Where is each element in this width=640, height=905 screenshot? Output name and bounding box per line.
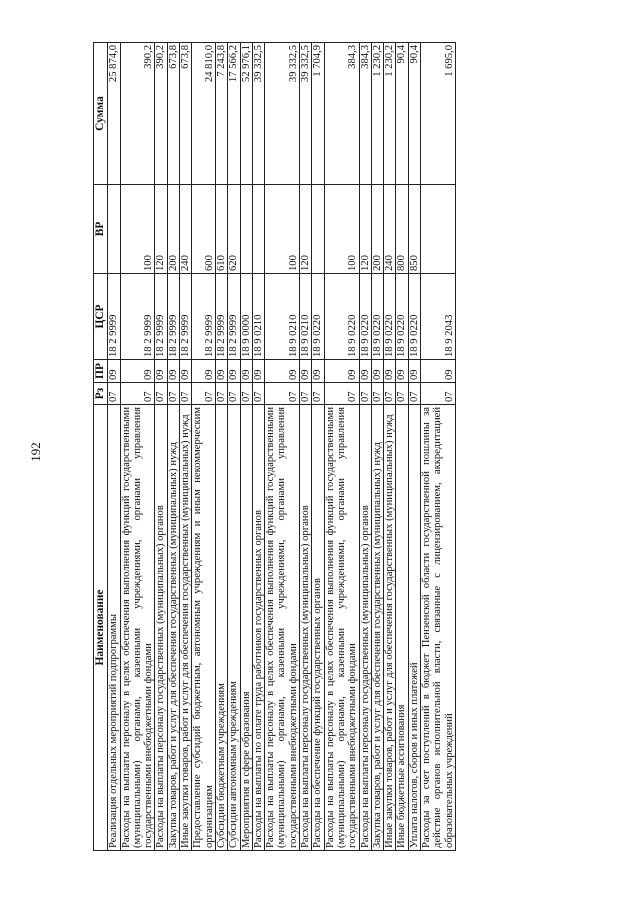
row-sum: 90,4	[396, 43, 408, 185]
row-rz: 07	[396, 383, 408, 405]
row-rz: 07	[155, 383, 167, 405]
table-row	[312, 43, 324, 851]
row-vr: 100	[324, 185, 359, 274]
row-vr: 100	[265, 185, 300, 274]
row-sum: 39 332,5	[252, 43, 264, 185]
row-name: Расходы за счет поступлений в бюджет Пензенской области государственной пошлины за действие органов исполнительной власти, связанные с лицензированием, аккредитацией образовательных учреждений	[421, 405, 456, 851]
row-vr: 200	[167, 185, 179, 274]
page-number: 192	[28, 442, 43, 462]
row-name: Расходы на выплаты персоналу в целях обеспечения выполнения функций государственными (муниципальными) органами, казенными учреждениями, органами управления государственными внебюджетными фондами	[324, 405, 359, 851]
row-pr: 09	[155, 360, 167, 383]
row-csr: 18 9 0220	[408, 274, 420, 360]
table-row	[215, 43, 227, 851]
table-row	[167, 43, 179, 851]
table-row	[228, 43, 240, 851]
row-pr: 09	[408, 360, 420, 383]
row-sum: 90,4	[408, 43, 420, 185]
row-rz: 07	[108, 383, 120, 405]
table-row	[180, 43, 192, 851]
row-name: Реализация отдельных мероприятий подпрограммы	[108, 405, 120, 851]
row-rz: 07	[120, 383, 155, 405]
table-row	[359, 43, 371, 851]
row-name: Мероприятия в сфере образования	[240, 405, 252, 851]
row-rz: 07	[252, 383, 264, 405]
header-csr: ЦСР	[94, 274, 108, 360]
table-row	[324, 43, 359, 851]
row-pr: 09	[192, 360, 216, 383]
row-sum: 52 976,1	[240, 43, 252, 185]
row-csr: 18 9 0220	[396, 274, 408, 360]
row-sum: 1 230,2	[371, 43, 383, 185]
row-sum: 17 566,2	[228, 43, 240, 185]
row-rz: 07	[371, 383, 383, 405]
row-pr: 09	[324, 360, 359, 383]
row-sum: 673,8	[180, 43, 192, 185]
row-vr: 120	[155, 185, 167, 274]
row-name: Иные закупки товаров, работ и услуг для обеспечения государственных (муниципальных) нужд	[384, 405, 396, 851]
row-sum: 390,2	[120, 43, 155, 185]
row-rz: 07	[167, 383, 179, 405]
row-pr: 09	[167, 360, 179, 383]
row-pr: 09	[180, 360, 192, 383]
table-row	[421, 43, 456, 851]
header-name: Наименование	[94, 405, 108, 851]
row-pr: 09	[108, 360, 120, 383]
row-csr: 18 9 0210	[265, 274, 300, 360]
row-csr: 18 9 0220	[371, 274, 383, 360]
row-sum: 673,8	[167, 43, 179, 185]
row-name: Расходы на выплаты персоналу государственных (муниципальных) органов	[359, 405, 371, 851]
row-vr	[312, 185, 324, 274]
row-vr: 120	[359, 185, 371, 274]
rotated-table-container	[93, 43, 456, 851]
table-row	[265, 43, 300, 851]
header-rz: Рз	[94, 383, 108, 405]
header-pr: ПР	[94, 360, 108, 383]
row-name: Уплата налогов, сборов и иных платежей	[408, 405, 420, 851]
row-name: Расходы на выплаты персоналу в целях обеспечения выполнения функций государственными (муниципальными) органами, казенными учреждениями, органами управления государственными внебюджетными фондами	[120, 405, 155, 851]
row-sum: 1 695,0	[421, 43, 456, 185]
row-csr: 18 9 0210	[252, 274, 264, 360]
row-name: Расходы на выплаты персоналу государственных (муниципальных) органов	[300, 405, 312, 851]
row-pr: 09	[384, 360, 396, 383]
row-rz: 07	[180, 383, 192, 405]
table-header-row	[94, 43, 108, 851]
row-name: Расходы на выплаты по оплате труда работников государственных органов	[252, 405, 264, 851]
row-csr: 18 2 9999	[228, 274, 240, 360]
table-body	[108, 43, 456, 851]
row-pr: 09	[252, 360, 264, 383]
row-rz: 07	[240, 383, 252, 405]
row-name: Предоставление субсидий бюджетным, автономным учреждениям и иным некоммерческим организациям	[192, 405, 216, 851]
row-rz: 07	[228, 383, 240, 405]
row-pr: 09	[359, 360, 371, 383]
row-csr: 18 9 0220	[384, 274, 396, 360]
row-csr: 18 2 9999	[167, 274, 179, 360]
row-rz: 07	[408, 383, 420, 405]
table-row	[384, 43, 396, 851]
table-row	[371, 43, 383, 851]
row-pr: 09	[371, 360, 383, 383]
table-row	[408, 43, 420, 851]
row-name: Закупка товаров, работ и услуг для обеспечения государственных (муниципальных) нужд	[371, 405, 383, 851]
header-vr: ВР	[94, 185, 108, 274]
row-csr: 18 2 9999	[180, 274, 192, 360]
table-row	[252, 43, 264, 851]
row-rz: 07	[300, 383, 312, 405]
row-vr: 610	[215, 185, 227, 274]
row-sum: 39 332,5	[265, 43, 300, 185]
row-sum: 1 230,2	[384, 43, 396, 185]
row-csr: 18 9 0220	[312, 274, 324, 360]
row-sum: 24 810,0	[192, 43, 216, 185]
table-row	[192, 43, 216, 851]
row-vr: 240	[384, 185, 396, 274]
table-row	[155, 43, 167, 851]
row-vr: 120	[300, 185, 312, 274]
row-pr: 09	[228, 360, 240, 383]
row-name: Расходы на обеспечение функций государственных органов	[312, 405, 324, 851]
row-csr: 18 9 0210	[300, 274, 312, 360]
row-pr: 09	[312, 360, 324, 383]
row-csr: 18 2 9999	[120, 274, 155, 360]
row-sum: 390,2	[155, 43, 167, 185]
row-rz: 07	[192, 383, 216, 405]
row-vr	[240, 185, 252, 274]
row-sum: 25 874,0	[108, 43, 120, 185]
row-pr: 09	[421, 360, 456, 383]
row-pr: 09	[120, 360, 155, 383]
row-rz: 07	[384, 383, 396, 405]
row-rz: 07	[312, 383, 324, 405]
row-csr: 18 9 0000	[240, 274, 252, 360]
row-vr: 240	[180, 185, 192, 274]
row-sum: 384,3	[324, 43, 359, 185]
budget-table	[93, 42, 456, 851]
row-rz: 07	[359, 383, 371, 405]
row-pr: 09	[240, 360, 252, 383]
row-csr: 18 9 2043	[421, 274, 456, 360]
row-name: Иные закупки товаров, работ и услуг для обеспечения государственных (муниципальных) нужд	[180, 405, 192, 851]
row-name: Субсидии бюджетным учреждениям	[215, 405, 227, 851]
row-pr: 09	[265, 360, 300, 383]
row-vr: 100	[120, 185, 155, 274]
row-csr: 18 2 9999	[155, 274, 167, 360]
row-sum: 7 243,8	[215, 43, 227, 185]
row-vr: 600	[192, 185, 216, 274]
row-vr: 200	[371, 185, 383, 274]
row-name: Расходы на выплаты персоналу в целях обеспечения выполнения функций государственными (муниципальными) органами, казенными учреждениями, органами управления государственными внебюджетными фондами	[265, 405, 300, 851]
row-name: Иные бюджетные ассигнования	[396, 405, 408, 851]
table-row	[120, 43, 155, 851]
table-row	[396, 43, 408, 851]
row-sum: 1 704,9	[312, 43, 324, 185]
table-row	[240, 43, 252, 851]
row-vr: 620	[228, 185, 240, 274]
row-name: Расходы на выплаты персоналу государственных (муниципальных) органов	[155, 405, 167, 851]
row-sum: 384,3	[359, 43, 371, 185]
row-name: Субсидии автономным учреждениям	[228, 405, 240, 851]
table-row	[300, 43, 312, 851]
row-csr: 18 9 0220	[359, 274, 371, 360]
row-rz: 07	[215, 383, 227, 405]
row-vr	[252, 185, 264, 274]
row-csr: 18 9 0220	[324, 274, 359, 360]
row-vr	[421, 185, 456, 274]
row-name: Закупка товаров, работ и услуг для обеспечения государственных (муниципальных) нужд	[167, 405, 179, 851]
row-pr: 09	[215, 360, 227, 383]
row-vr: 850	[408, 185, 420, 274]
row-pr: 09	[300, 360, 312, 383]
row-pr: 09	[396, 360, 408, 383]
row-rz: 07	[265, 383, 300, 405]
row-rz: 07	[324, 383, 359, 405]
table-row	[108, 43, 120, 851]
row-csr: 18 2 9999	[108, 274, 120, 360]
row-csr: 18 2 9999	[215, 274, 227, 360]
row-rz: 07	[421, 383, 456, 405]
header-sum: Сумма	[94, 43, 108, 185]
row-sum: 39 332,5	[300, 43, 312, 185]
row-vr: 800	[396, 185, 408, 274]
row-vr	[108, 185, 120, 274]
row-csr: 18 2 9999	[192, 274, 216, 360]
